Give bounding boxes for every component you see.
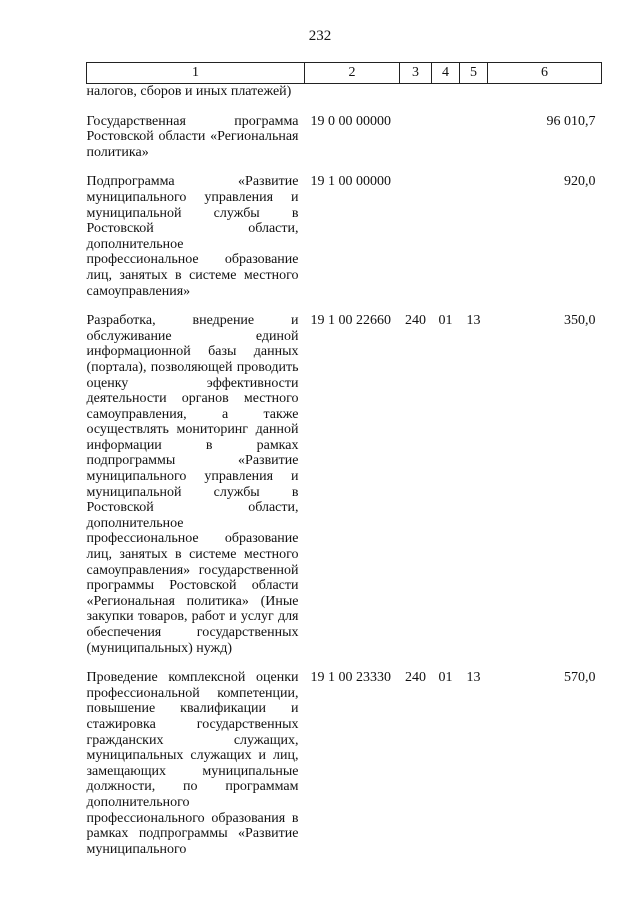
row-code: 19 1 00 23330 — [310, 670, 391, 686]
row-name: Проведение комплексной оценки профессиональной компетенции, повышение квалификации и стажировка государственных гражданских служащих, муниципальных служащих и лиц, замещающих муниципальные должности, по программам дополнительного профессионального образования в рамках подпрограммы «Развитие муниципального — [86, 670, 299, 857]
header-col-2: 2 — [305, 63, 400, 84]
row-vr: 240 — [405, 670, 426, 686]
row-rz: 01 — [438, 313, 453, 329]
table-row — [87, 313, 602, 670]
row-name: Государственная программа Ростовской области «Региональная политика» — [86, 113, 299, 160]
row-name: налогов, сборов и иных платежей) — [86, 84, 292, 99]
table-body — [87, 84, 602, 858]
table-header — [87, 63, 602, 84]
row-vr — [400, 114, 432, 175]
budget-table — [86, 62, 602, 857]
row-rz — [432, 114, 460, 175]
row-code: 19 1 00 22660 — [310, 313, 391, 329]
row-rz — [432, 84, 460, 114]
row-rz: 01 — [438, 670, 453, 686]
row-code: 19 1 00 00000 — [310, 174, 391, 190]
header-row — [87, 63, 602, 84]
row-pr — [460, 174, 488, 313]
row-sum: 920,0 — [564, 174, 596, 190]
header-col-4: 4 — [432, 63, 460, 84]
row-sum — [488, 84, 602, 114]
row-vr — [400, 174, 432, 313]
row-pr: 13 — [466, 670, 481, 686]
table-row — [87, 84, 602, 114]
table-row — [87, 114, 602, 175]
row-pr — [460, 84, 488, 114]
header-col-6: 6 — [488, 63, 602, 84]
row-name: Разработка, внедрение и обслуживание единой информационной базы данных (портала), позволяющей проводить оценку эффективности деятельности органов местного самоуправления, а также осуществлять мониторинг данной информации в рамках подпрограммы «Развитие муниципального управления и муниципальной службы в Ростовской области, дополнительное профессиональное образование лиц, занятых в системе местного самоуправления» государственной программы Ростовской области «Региональная политика» (Иные закупки товаров, работ и услуг для обеспечения государственных (муниципальных) нужд) — [86, 313, 299, 656]
row-code: 19 0 00 00000 — [310, 113, 391, 129]
row-name: Подпрограмма «Развитие муниципального управления и муниципальной службы в Ростовской области, дополнительное профессиональное образование лиц, занятых в системе местного самоуправления» — [86, 174, 299, 299]
row-code — [305, 84, 400, 114]
table-row — [87, 670, 602, 857]
row-sum: 350,0 — [564, 313, 596, 329]
row-rz — [432, 174, 460, 313]
page-number: 232 — [308, 28, 332, 44]
row-vr: 240 — [405, 313, 426, 329]
row-sum: 570,0 — [564, 670, 596, 686]
row-sum: 96 010,7 — [546, 113, 596, 129]
header-col-5: 5 — [460, 63, 488, 84]
header-col-1: 1 — [87, 63, 305, 84]
header-col-3: 3 — [400, 63, 432, 84]
row-vr — [400, 84, 432, 114]
row-pr: 13 — [466, 313, 481, 329]
table-row — [87, 174, 602, 313]
row-pr — [460, 114, 488, 175]
